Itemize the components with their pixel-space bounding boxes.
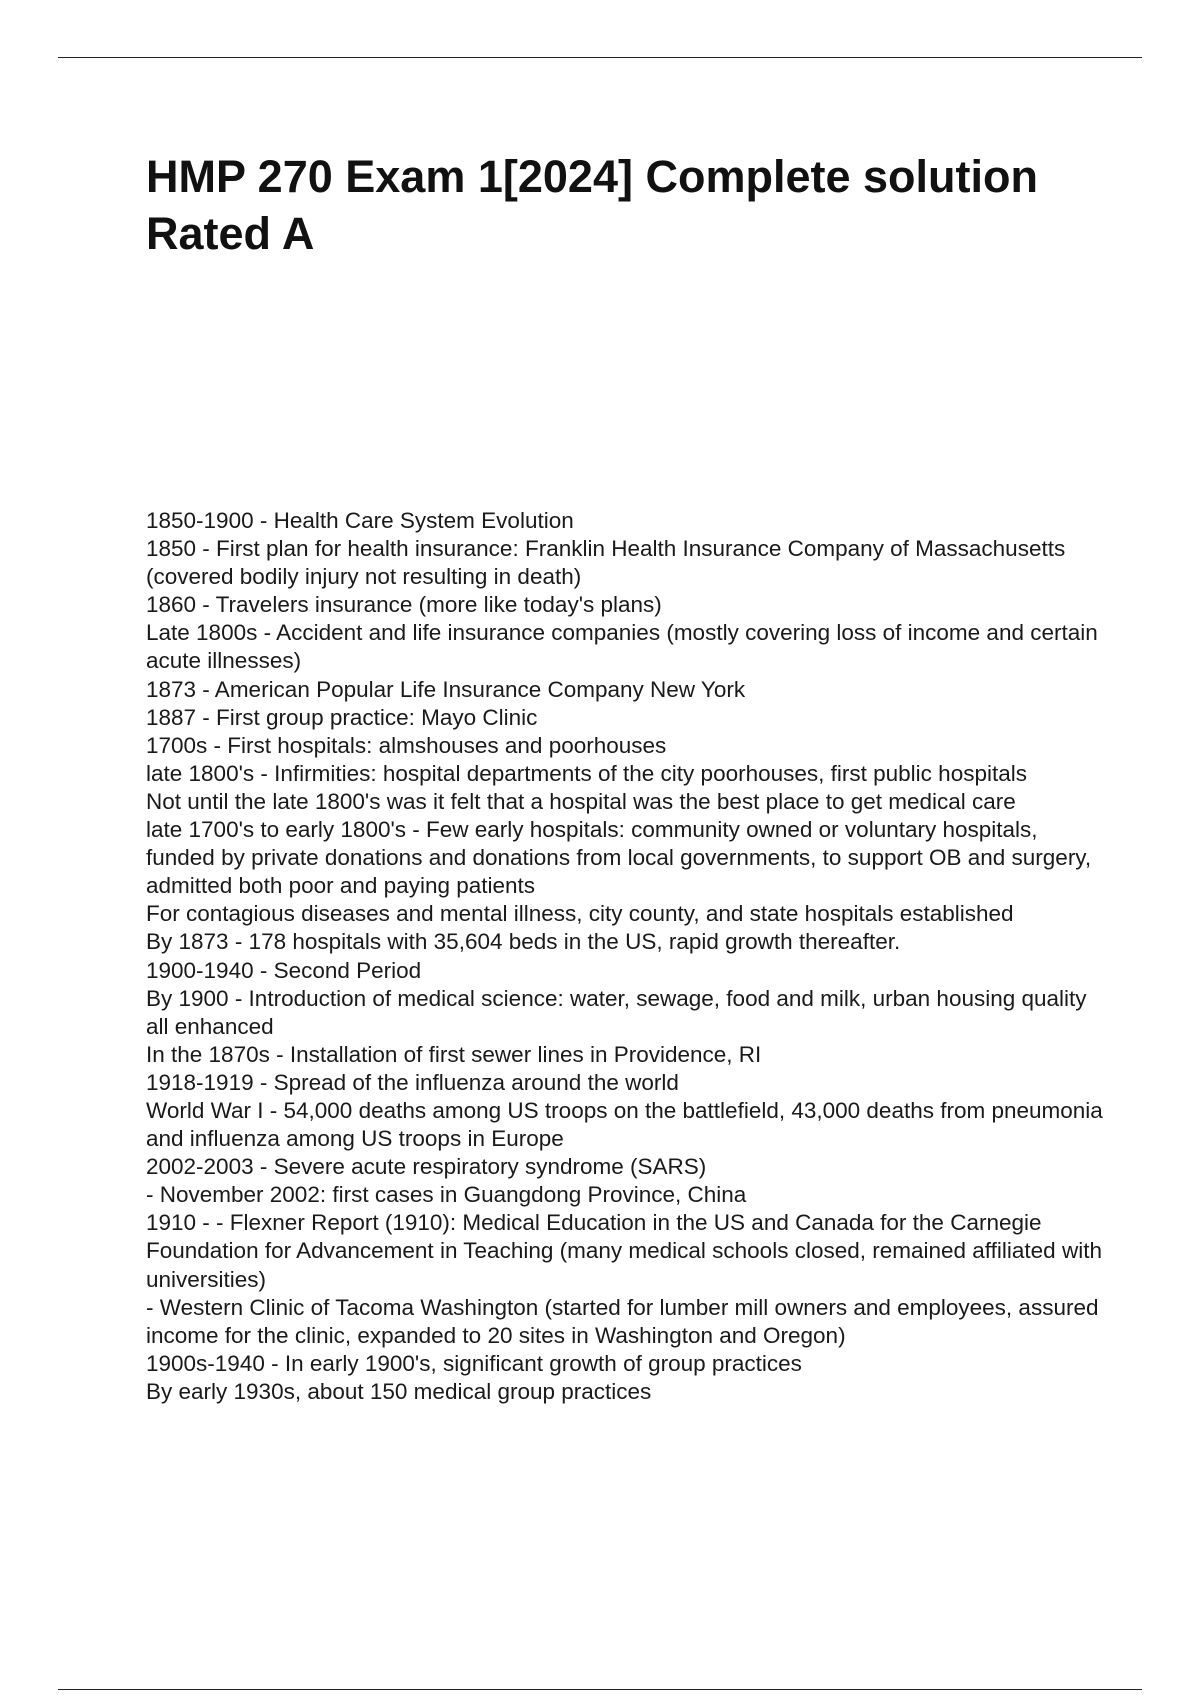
body-line: 1873 - American Popular Life Insurance Company New York: [146, 676, 746, 702]
document-body: [146, 507, 1106, 1406]
body-line: 1860 - Travelers insurance (more like today's plans): [146, 592, 662, 618]
body-line: Not until the late 1800's was it felt that a hospital was the best place to get medical care: [146, 788, 1016, 814]
body-line: By early 1930s, about 150 medical group practices: [146, 1378, 652, 1404]
body-line: Late 1800s - Accident and life insurance companies (mostly covering loss of income and certain acute illnesses): [146, 620, 1098, 674]
document-title: HMP 270 Exam 1[2024] Complete solution Rated A: [146, 151, 1038, 259]
body-line: World War I - 54,000 deaths among US troops on the battlefield, 43,000 deaths from pneumonia and influenza among US troops in Europe: [146, 1097, 1103, 1152]
body-line: - Western Clinic of Tacoma Washington (started for lumber mill owners and employees, assured income for the clinic, expanded to 20 sites in Washington and Oregon): [146, 1294, 1099, 1348]
body-line: 1918-1919 - Spread of the influenza around the world: [146, 1069, 679, 1095]
body-line: late 1800's - Infirmities: hospital departments of the city poorhouses, first public hospitals: [146, 760, 1027, 786]
body-line: By 1900 - Introduction of medical science: water, sewage, food and milk, urban housing quality all enhanced: [146, 985, 1087, 1039]
body-line: 1900s-1940 - In early 1900's, significant growth of group practices: [146, 1350, 802, 1376]
body-line: 2002-2003 - Severe acute respiratory syndrome (SARS): [146, 1154, 707, 1180]
body-line: In the 1870s - Installation of first sewer lines in Providence, RI: [146, 1041, 762, 1067]
body-line: 1850 - First plan for health insurance: Franklin Health Insurance Company of Massachusetts (covered bodily injury not resulting in death): [146, 536, 1066, 590]
body-line: - November 2002: first cases in Guangdong Province, China: [146, 1182, 747, 1208]
body-line: 1850-1900 - Health Care System Evolution: [146, 508, 574, 533]
body-line: 1900-1940 - Second Period: [146, 957, 422, 983]
body-line: By 1873 - 178 hospitals with 35,604 beds in the US, rapid growth thereafter.: [146, 929, 901, 955]
body-line: late 1700's to early 1800's - Few early hospitals: community owned or voluntary hospitals, funded by private donations and donations from local governments, to support OB and surgery, admitted both poor and paying patients: [146, 817, 1092, 899]
header-rule: [58, 57, 1142, 58]
body-line: For contagious diseases and mental illness, city county, and state hospitals established: [146, 901, 1014, 927]
footer-rule: [58, 1689, 1142, 1690]
body-line: 1700s - First hospitals: almshouses and poorhouses: [146, 732, 667, 758]
body-line: 1887 - First group practice: Mayo Clinic: [146, 704, 538, 730]
body-line: 1910 - - Flexner Report (1910): Medical Education in the US and Canada for the Carnegie Foundation for Advancement in Teaching (many medical schools closed, remained affiliated with universities): [146, 1210, 1102, 1292]
